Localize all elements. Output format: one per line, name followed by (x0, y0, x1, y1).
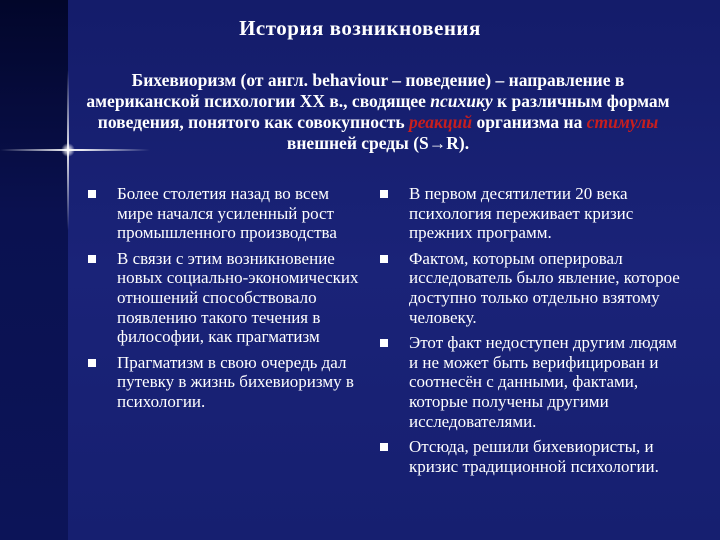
bullet-item (88, 249, 368, 347)
bullet-text: В первом десятилетии 20 века психология переживает кризис прежних программ. (409, 184, 634, 243)
left-bullet-list (88, 184, 368, 412)
intro-text-2: к различным формам поведения, понятого как совокупность (97, 91, 670, 132)
intro-term-psyche: психику (430, 91, 493, 111)
intro-paragraph (78, 70, 678, 154)
bullet-text: Более столетия назад во всем мире начался усиленный рост промышленного производства (117, 184, 337, 243)
intro-text-3: организма на (472, 112, 587, 132)
right-bullet-list (380, 184, 680, 476)
bullet-text: Этот факт недоступен другим людям и не может быть верифицирован и соотнесён с данными, фактами, которые получены другими исследователями. (409, 333, 677, 431)
intro-text-4: внешней среды (S→R). (286, 133, 470, 153)
bullet-item (380, 333, 680, 431)
bullet-text: Отсюда, решили бихевиористы, и кризис традиционной психологии. (409, 437, 659, 476)
slide-title: История возникновения (239, 16, 481, 40)
bullet-item (88, 353, 368, 412)
bullet-item (380, 249, 680, 327)
bullet-item (380, 184, 680, 243)
square-bullet-icon (380, 339, 388, 347)
sparkle-decoration-center (61, 143, 75, 157)
right-column (380, 184, 680, 482)
square-bullet-icon (88, 359, 96, 367)
square-bullet-icon (380, 255, 388, 263)
intro-term-reactions: реакций (408, 112, 473, 132)
intro-text-1: Бихевиоризм (от англ. behaviour – поведение) – направление в американской психологии XX в., сводящее (86, 70, 625, 111)
intro-term-stimuli: стимулы (586, 112, 659, 132)
square-bullet-icon (88, 190, 96, 198)
left-column (88, 184, 368, 418)
bullet-item (88, 184, 368, 243)
square-bullet-icon (380, 190, 388, 198)
bullet-item (380, 437, 680, 476)
bullet-text: Фактом, которым оперировал исследователь было явление, которое доступно только отдельно взятому человеку. (409, 248, 680, 327)
bullet-text: Прагматизм в свою очередь дал путевку в жизнь бихевиоризму в психологии. (117, 352, 354, 411)
bullet-text: В связи с этим возникновение новых социально-экономических отношений способствовало появлению такого течения в философии, как прагматизм (117, 248, 359, 347)
square-bullet-icon (88, 255, 96, 263)
square-bullet-icon (380, 443, 388, 451)
